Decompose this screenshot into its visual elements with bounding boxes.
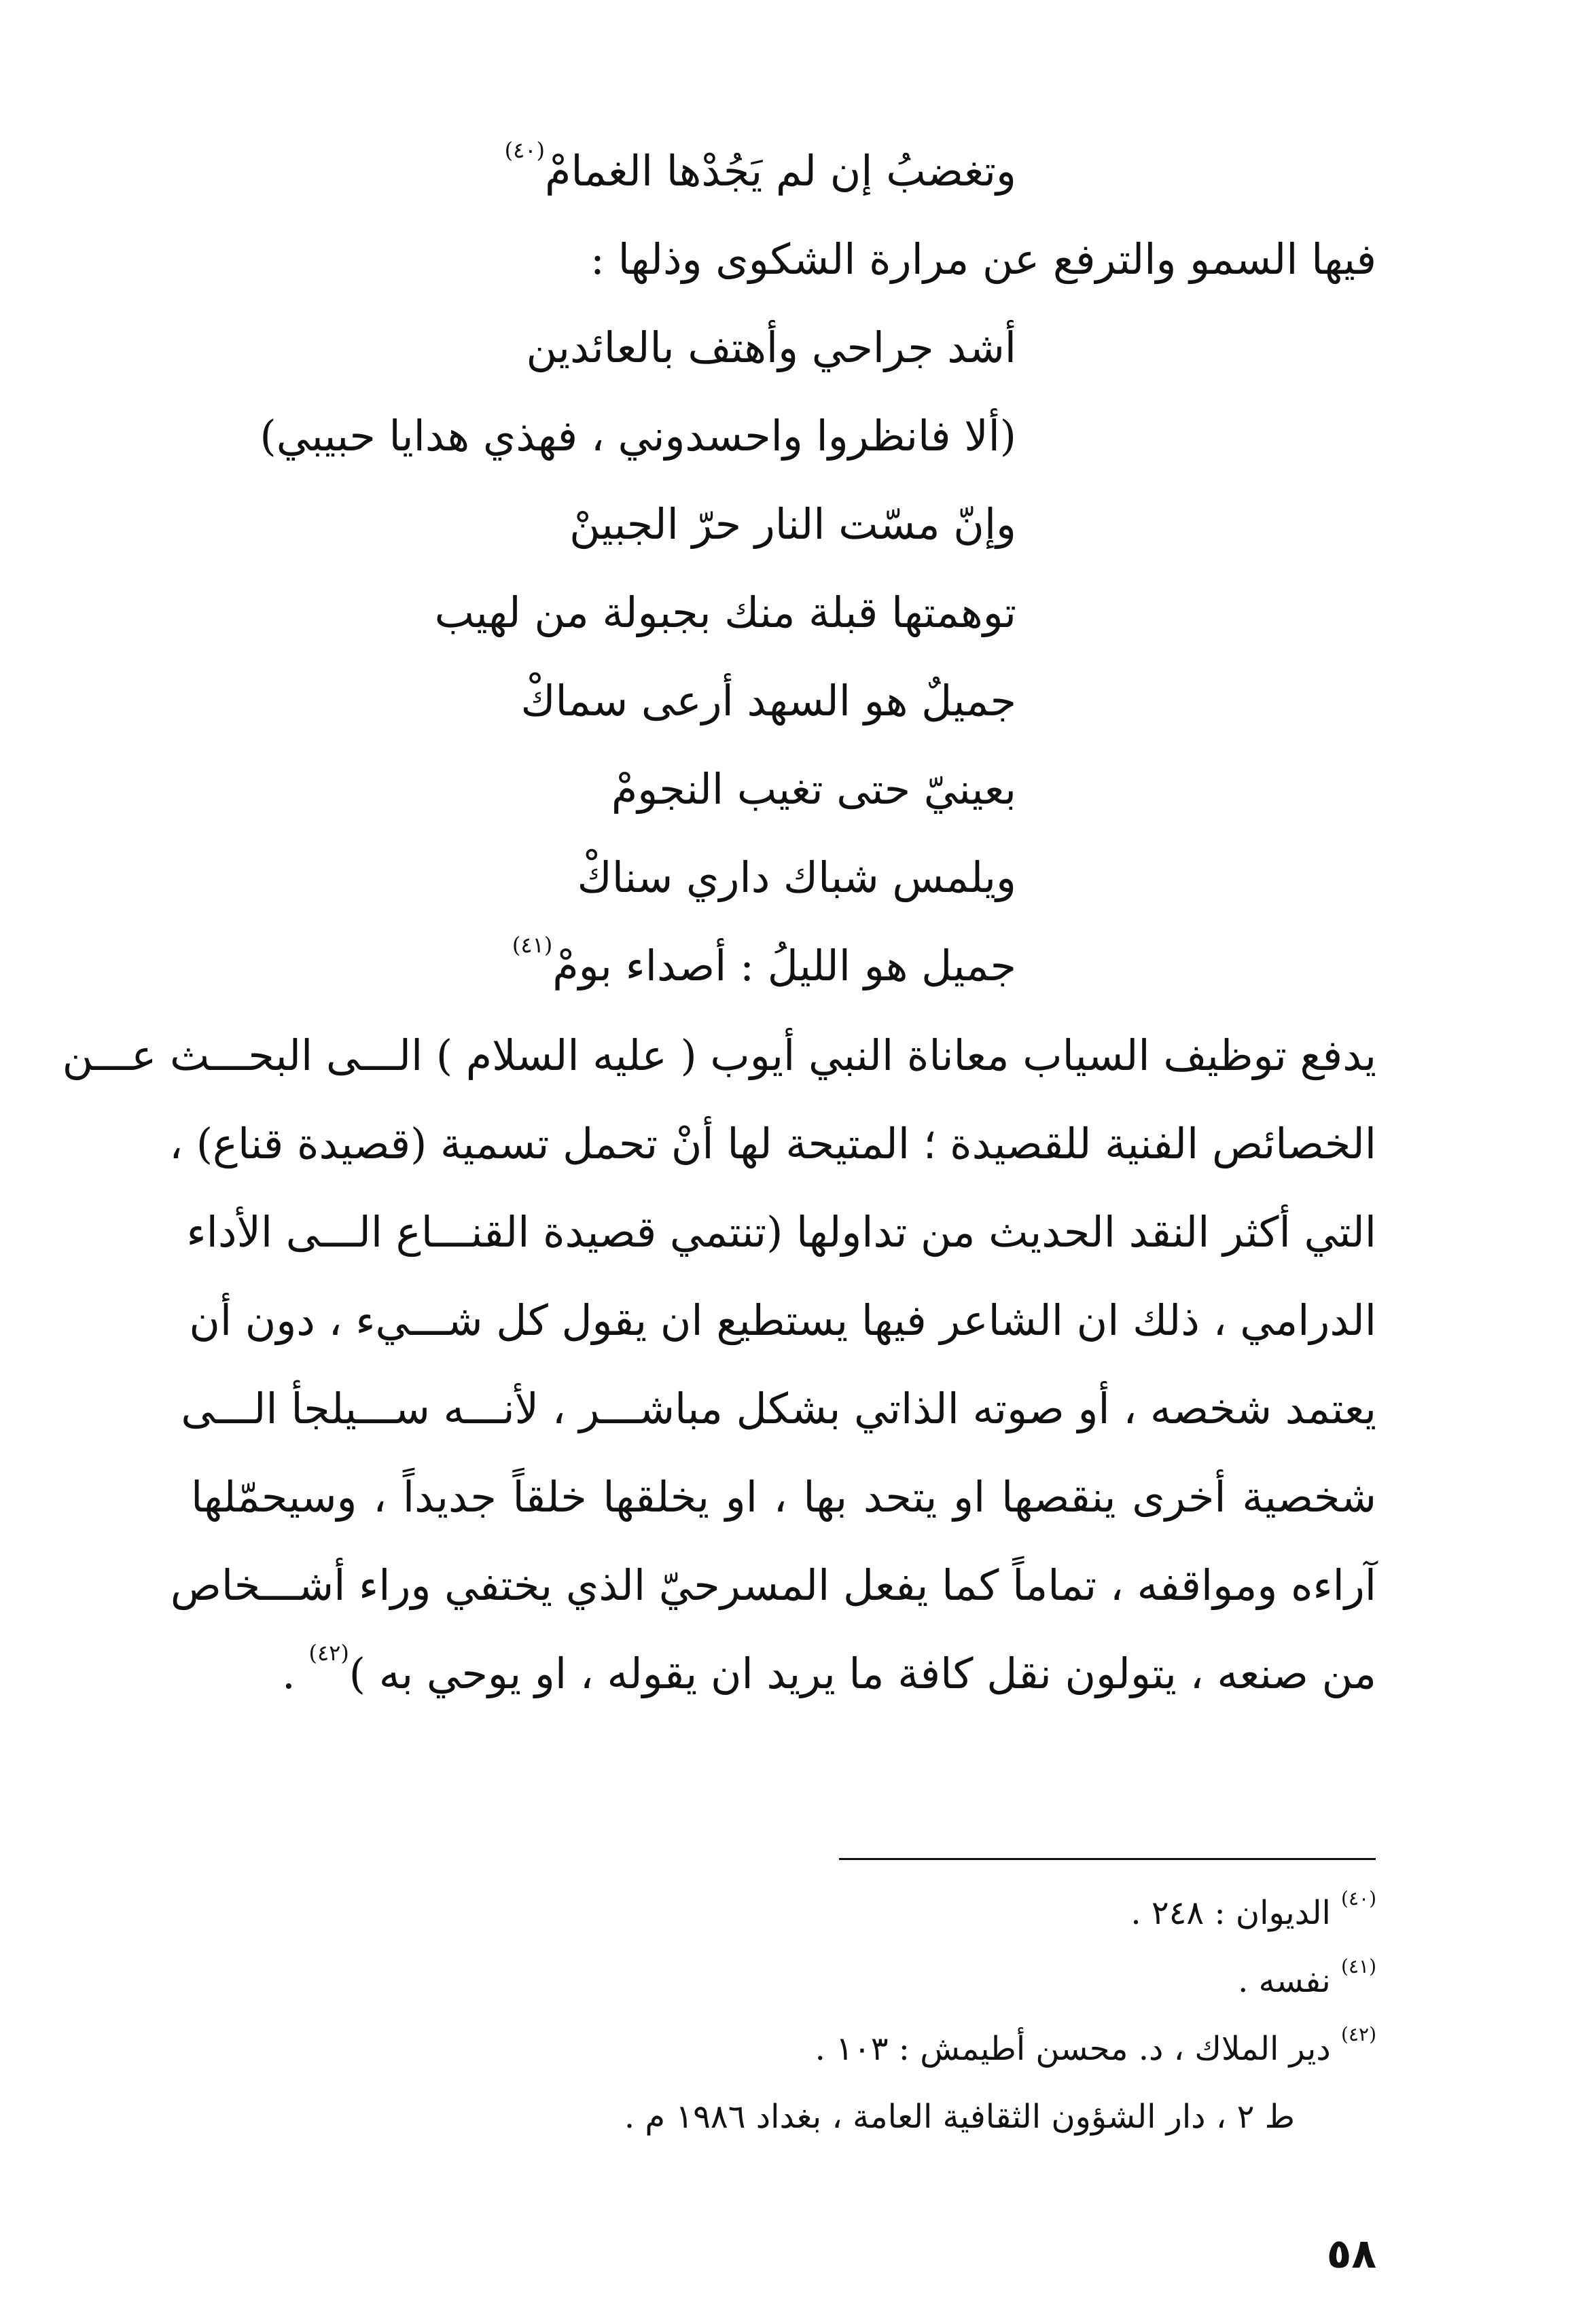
footnote-separator xyxy=(839,1858,1376,1860)
paragraph-line: آراءه ومواقفه ، تماماً كما يفعل المسرحيّ الذي يختفي وراء أشـــخاص xyxy=(170,1560,1376,1610)
poem-line: وإنّ مسّت النار حرّ الجبينْ xyxy=(569,499,1016,549)
poem-line: ويلمس شباك داري سناكْ xyxy=(577,853,1016,902)
footnote-ref-40: (٤٠) xyxy=(504,137,545,163)
page-number: ٥٨ xyxy=(1326,2230,1376,2278)
poem-last-text: جميل هو الليلُ : أصداء بومْ xyxy=(552,941,1016,990)
paragraph-line: الخصائص الفنية للقصيدة ؛ المتيحة لها أنْ تحمل تسمية (قصيدة قناع) ، xyxy=(169,1119,1376,1168)
paragraph-line: التي أكثر النقد الحديث من تداولها (تنتمي قصيدة القنـــاع الـــى الأداء xyxy=(186,1207,1376,1257)
paragraph-end-mark: . xyxy=(282,1649,309,1698)
footnote-number: (٤٢) xyxy=(1341,2023,1376,2045)
footnote-text: نفسه . xyxy=(1238,1962,1331,2000)
paragraph-line: يعتمد شخصه ، أو صوته الذاتي بشكل مباشـــر ، لأنـــه ســـيلجأ الـــى xyxy=(181,1384,1376,1433)
footnote-number: (٤٠) xyxy=(1341,1887,1376,1910)
footnote-ref-41: (٤١) xyxy=(512,932,553,958)
paragraph-line: شخصية أخرى ينقصها او يتحد بها ، او يخلقها خلقاً جديداً ، وسيحمّلها xyxy=(191,1472,1376,1522)
intro-line: فيها السمو والترفع عن مرارة الشكوى وذلها : xyxy=(590,234,1376,284)
paragraph-line: يدفع توظيف السياب معاناة النبي أيوب ( عليه السلام ) الـــى البحـــث عـــن xyxy=(62,1031,1376,1080)
paragraph-line: الدرامي ، ذلك ان الشاعر فيها يستطيع ان يقول كل شـــيء ، دون أن xyxy=(189,1295,1376,1345)
poem-line: توهمتها قبلة منك بجبولة من لهيب xyxy=(434,588,1016,637)
paragraph-last-text: من صنعه ، يتولون نقل كافة ما يريد ان يقوله ، او يوحي به ) xyxy=(349,1649,1376,1698)
poem-line: بعينيّ حتى تغيب النجومْ xyxy=(611,764,1016,814)
footnote-item xyxy=(1238,1955,1376,2000)
footnote-item xyxy=(815,2023,1376,2068)
footnote-text: دير الملاك ، د. محسن أطيمش : ١٠٣ . xyxy=(815,2030,1331,2068)
poem-line: أشد جراحي وأهتف بالعائدين xyxy=(526,323,1016,372)
poem-line: جميلٌ هو السهد أرعى سماكْ xyxy=(520,676,1016,726)
poem-line: (ألا فانظروا واحسدوني ، فهذي هدايا حبيبي) xyxy=(260,411,1016,461)
footnote-continuation: ط ٢ ، دار الشؤون الثقافية العامة ، بغداد ١٩٨٦ م . xyxy=(624,2098,1295,2136)
footnote-ref-42: (٤٢) xyxy=(308,1640,349,1666)
poem-last-line xyxy=(512,932,1016,990)
paragraph-last-line xyxy=(191,1640,1376,1698)
footnote-text: الديوان : ٢٤٨ . xyxy=(1130,1894,1331,1932)
verse-text: وتغضبُ إن لم يَجُدْها الغمامْ xyxy=(544,146,1016,196)
verse-continuation xyxy=(504,137,1016,196)
footnote-number: (٤١) xyxy=(1341,1955,1376,1978)
footnote-item xyxy=(1130,1887,1376,1932)
